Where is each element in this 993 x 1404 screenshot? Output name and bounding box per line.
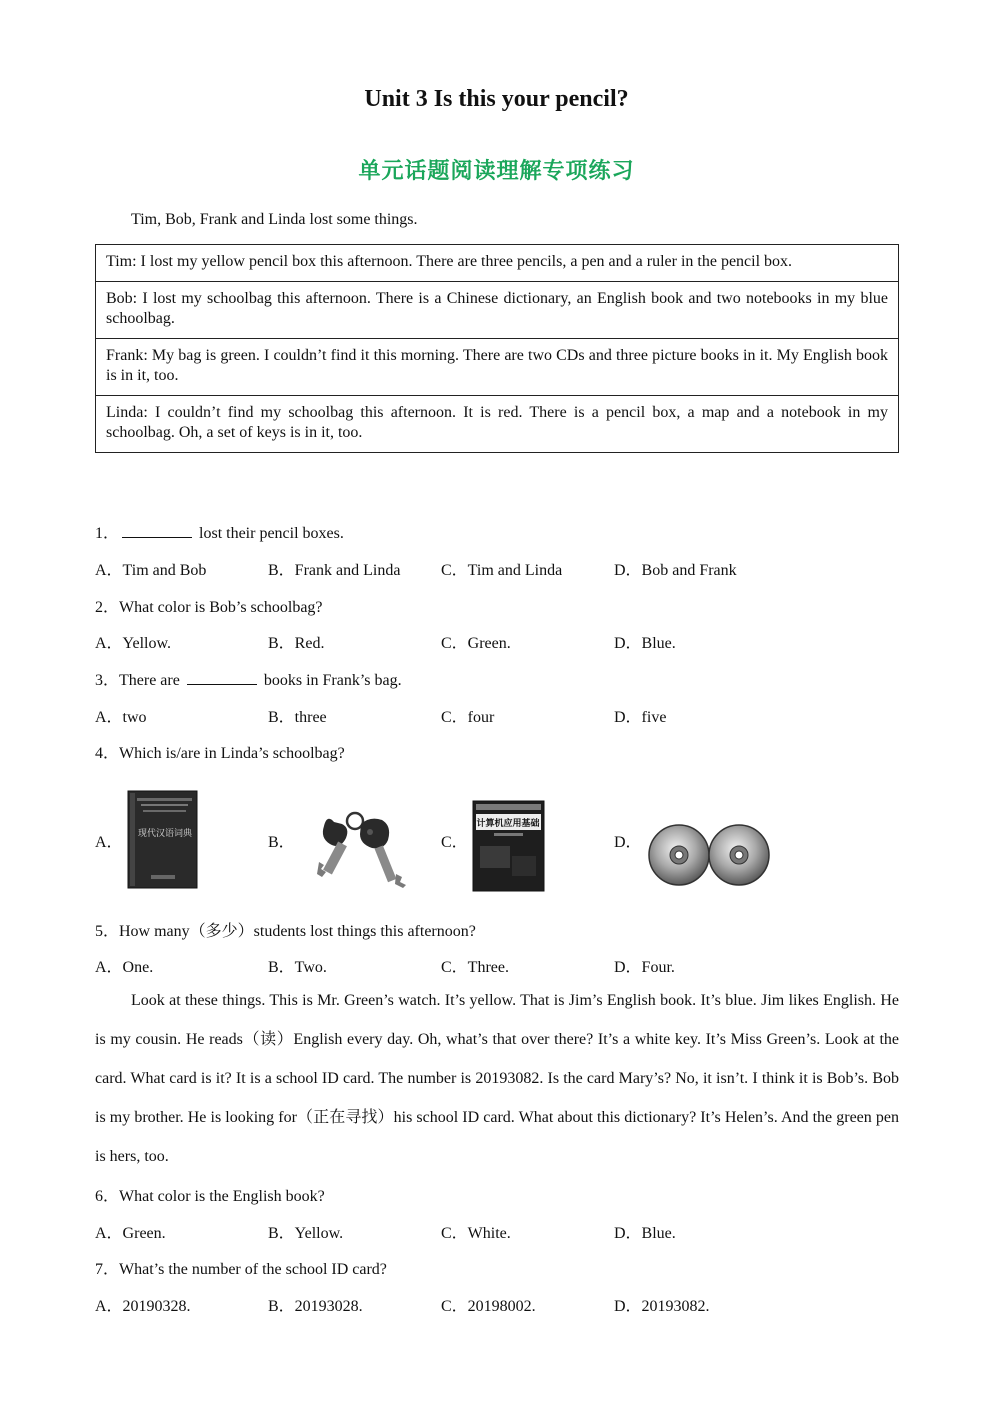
passage-2: Look at these things. This is Mr. Green’s watch. It’s yellow. That is Jim’s English book. It’s blue. Jim likes English. He is my cousin. He reads（读）English every day. Oh, what’s that over there? It’s a white key. It’s Miss Green’s. Look at the card. What card is it? It is a school ID card. The number is 20193082. Is the card Mary’s? No, it isn’t. I think it is Bob’s. Bob is my brother. He is looking for（正在寻找）his school ID card. What about this dictionary? It’s Helen’s. And the green pen is hers, too.	[95, 992, 899, 1165]
notice-row-bob	[96, 282, 899, 339]
q4-option-c[interactable]: C．	[441, 834, 468, 851]
dictionary-title: 现代汉语词典	[137, 829, 193, 839]
q6-option-a[interactable]: A．Green.	[95, 1225, 166, 1242]
q1-option-c[interactable]: C．Tim and Linda	[441, 562, 563, 579]
q1-option-a[interactable]: A．Tim and Bob	[95, 562, 207, 579]
q5-option-b[interactable]: B．Two.	[268, 959, 327, 976]
q7-option-d[interactable]: D．20193082.	[614, 1298, 710, 1315]
q3-option-a[interactable]: A．two	[95, 709, 147, 726]
question-7: 7．What’s the number of the school ID card?	[95, 1261, 387, 1278]
computer-book-image	[472, 800, 545, 892]
q2-option-d[interactable]: D．Blue.	[614, 635, 676, 652]
answer-blank[interactable]	[187, 669, 257, 685]
question-2: 2．What color is Bob’s schoolbag?	[95, 599, 323, 616]
notice-row-tim	[96, 245, 899, 282]
question-5: 5．How many（多少）students lost things this afternoon?	[95, 923, 476, 940]
notice-row-linda	[96, 396, 899, 453]
question-3	[95, 667, 402, 690]
q6-option-d[interactable]: D．Blue.	[614, 1225, 676, 1242]
lost-notice-table	[95, 244, 899, 453]
notice-linda: Linda: I couldn’t find my schoolbag this afternoon. It is red. There is a pencil box, a map and a notebook in my schoolbag. Oh, a set of keys is in it, too.	[96, 396, 899, 453]
question-1-number: 1．	[95, 525, 120, 542]
q2-option-c[interactable]: C．Green.	[441, 635, 511, 652]
computer-book-title: 计算机应用基础	[476, 819, 540, 829]
q7-option-c[interactable]: C．20198002.	[441, 1298, 536, 1315]
q4-option-a[interactable]: A．	[95, 834, 123, 851]
q5-option-c[interactable]: C．Three.	[441, 959, 509, 976]
q4-option-b[interactable]: B．	[268, 834, 295, 851]
question-3-text-before: 3．There are	[95, 672, 184, 689]
q3-option-b[interactable]: B．three	[268, 709, 327, 726]
question-6: 6．What color is the English book?	[95, 1188, 325, 1205]
q7-option-b[interactable]: B．20193028.	[268, 1298, 363, 1315]
q1-option-d[interactable]: D．Bob and Frank	[614, 562, 737, 579]
q4-option-d[interactable]: D．	[614, 834, 642, 851]
notice-tim: Tim: I lost my yellow pencil box this afternoon. There are three pencils, a pen and a ruler in the pencil box.	[96, 245, 899, 282]
notice-row-frank	[96, 339, 899, 396]
dictionary-image	[127, 790, 198, 889]
notice-bob: Bob: I lost my schoolbag this afternoon. There is a Chinese dictionary, an English book and two notebooks in my blue schoolbag.	[96, 282, 899, 339]
page-subtitle: 单元话题阅读理解专项练习	[358, 158, 635, 183]
page-title: Unit 3 Is this your pencil?	[364, 86, 629, 112]
q5-option-a[interactable]: A．One.	[95, 959, 154, 976]
answer-blank[interactable]	[122, 522, 192, 538]
question-1-text: lost their pencil boxes.	[195, 525, 344, 542]
notice-frank: Frank: My bag is green. I couldn’t find it this morning. There are two CDs and three picture books in it. My English book is in it, too.	[96, 339, 899, 396]
q7-option-a[interactable]: A．20190328.	[95, 1298, 191, 1315]
q2-option-b[interactable]: B．Red.	[268, 635, 325, 652]
keys-image	[300, 810, 413, 888]
q6-option-b[interactable]: B．Yellow.	[268, 1225, 344, 1242]
cds-image	[647, 823, 773, 887]
q6-option-c[interactable]: C．White.	[441, 1225, 511, 1242]
q2-option-a[interactable]: A．Yellow.	[95, 635, 172, 652]
question-3-text-after: books in Frank’s bag.	[259, 672, 402, 689]
passage1-intro: Tim, Bob, Frank and Linda lost some things.	[131, 211, 418, 228]
q5-option-d[interactable]: D．Four.	[614, 959, 675, 976]
question-4: 4．Which is/are in Linda’s schoolbag?	[95, 745, 345, 762]
q1-option-b[interactable]: B．Frank and Linda	[268, 562, 401, 579]
q3-option-c[interactable]: C．four	[441, 709, 495, 726]
q3-option-d[interactable]: D．five	[614, 709, 667, 726]
question-1	[95, 520, 344, 543]
